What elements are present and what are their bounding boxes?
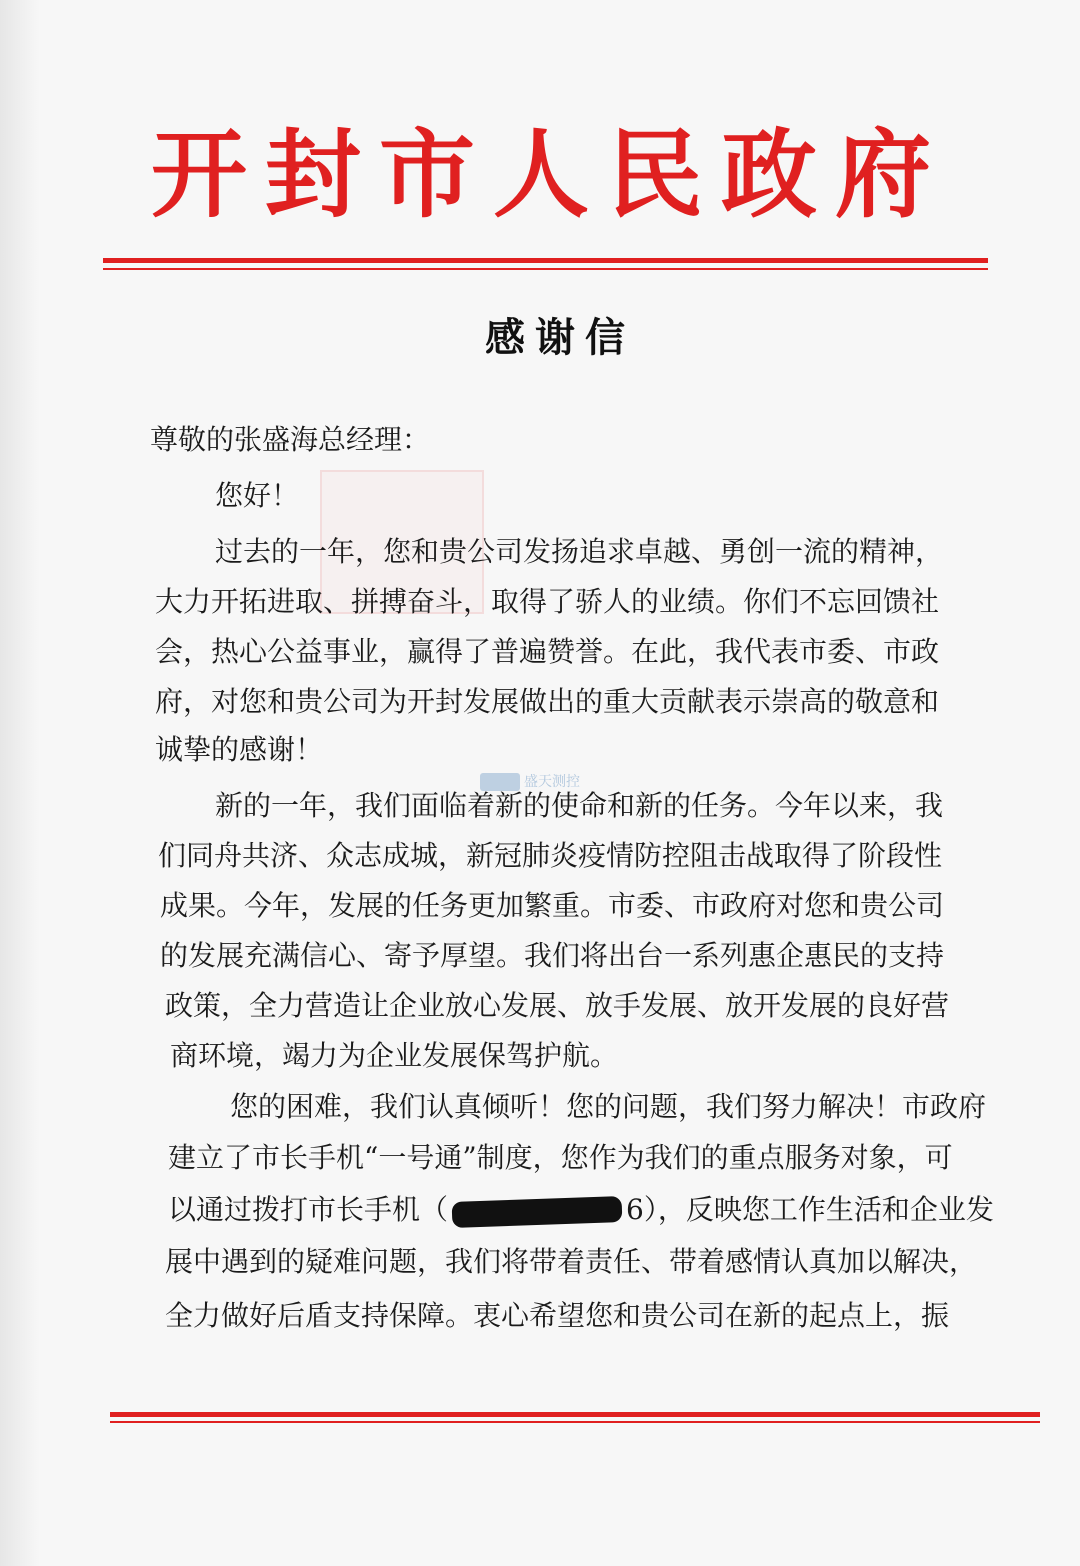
paragraph2-line: 的发展充满信心、寄予厚望。我们将出台一系列惠企惠民的支持 [160, 939, 945, 972]
watermark-text: 盛天测控 [524, 774, 580, 790]
paragraph3-line: 您的困难，我们认真倾听！您的问题，我们努力解决！市政府 [230, 1090, 987, 1123]
letter-greeting: 您好！ [215, 479, 300, 512]
letter-salutation: 尊敬的张盛海总经理： [150, 423, 431, 456]
paragraph1-line: 大力开拓进取、拼搏奋斗，取得了骄人的业绩。你们不忘回馈社 [155, 585, 940, 618]
letter-title: 感谢信 [485, 314, 635, 361]
letterhead-red-rule-thick [103, 258, 988, 263]
phone-line-suffix: 6），反映您工作生活和企业发 [626, 1193, 994, 1226]
footer-red-rule-thick [110, 1412, 1040, 1417]
paragraph1-line: 会，热心公益事业，赢得了普遍赞誉。在此，我代表市委、市政 [155, 635, 940, 668]
phone-line-prefix: 以通过拨打市长手机（ [168, 1193, 449, 1226]
paragraph2-line: 政策，全力营造让企业放心发展、放手发展、放开发展的良好营 [165, 989, 950, 1022]
paragraph2-line: 们同舟共济、众志成城，新冠肺炎疫情防控阻击战取得了阶段性 [158, 839, 943, 872]
redacted-phone-number [452, 1196, 623, 1228]
paragraph3-line: 全力做好后盾支持保障。衷心希望您和贵公司在新的起点上，振 [165, 1299, 950, 1332]
paragraph1-line: 诚挚的感谢！ [155, 733, 324, 766]
letterhead-red-rule-thin [103, 268, 988, 270]
paragraph3-line: 展中遇到的疑难问题，我们将带着责任、带着感情认真加以解决， [165, 1245, 978, 1278]
paragraph1-line: 府，对您和贵公司为开封发展做出的重大贡献表示崇高的敬意和 [155, 685, 940, 718]
letterhead-organization: 开封市人民政府 [151, 118, 949, 231]
paragraph3-line-phone [168, 1190, 994, 1230]
paragraph2-line: 成果。今年，发展的任务更加繁重。市委、市政府对您和贵公司 [160, 889, 945, 922]
paragraph2-line: 商环境，竭力为企业发展保驾护航。 [170, 1039, 619, 1072]
paper-edge-shadow [0, 0, 40, 1566]
paragraph2-line: 新的一年，我们面临着新的使命和新的任务。今年以来，我 [215, 789, 944, 822]
paragraph1-line: 过去的一年，您和贵公司发扬追求卓越、勇创一流的精神， [215, 535, 944, 568]
footer-red-rule-thin [110, 1421, 1040, 1423]
paragraph3-line: 建立了市长手机“一号通”制度，您作为我们的重点服务对象，可 [168, 1141, 953, 1174]
